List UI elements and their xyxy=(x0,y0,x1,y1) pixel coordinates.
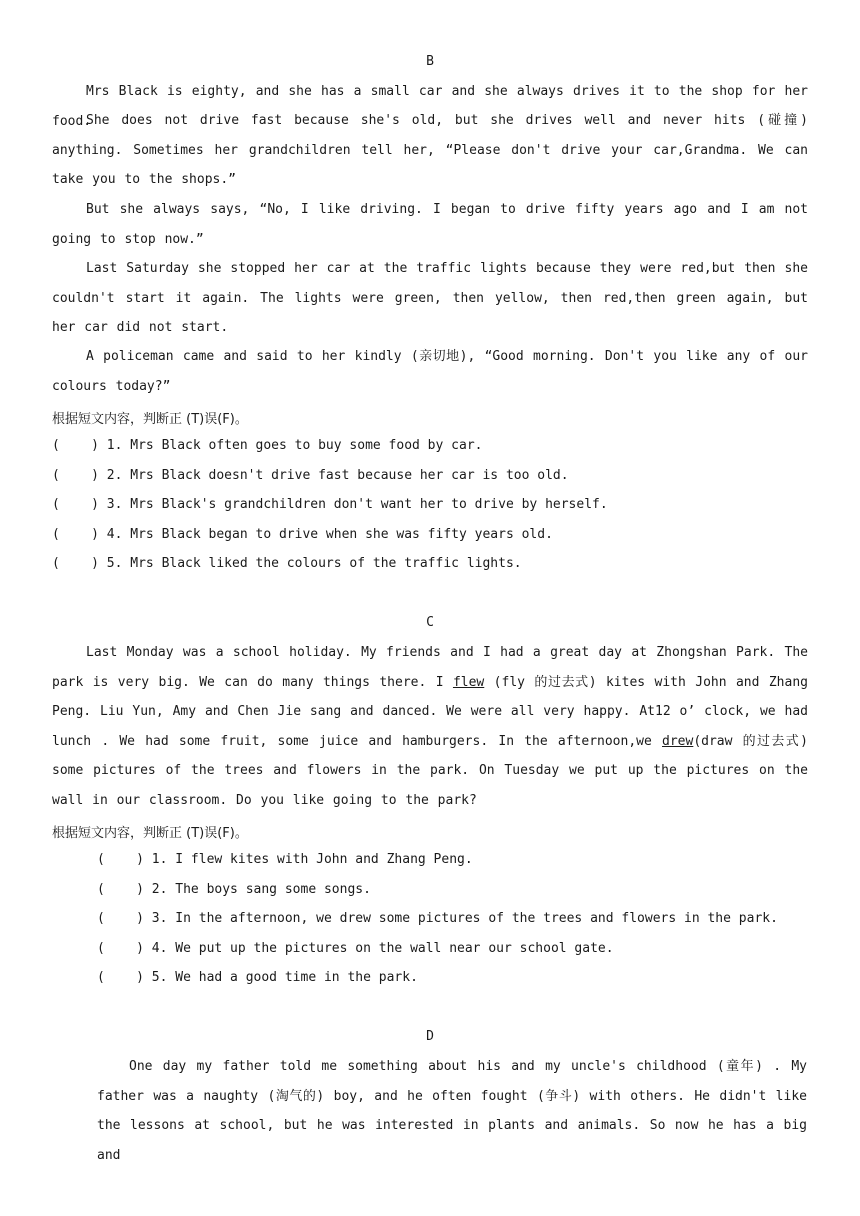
section-b-paragraph-5: A policeman came and said to her kindly (亲切地), “Good morning. Don't you like any of our colours today?” xyxy=(52,349,808,394)
question-item: ( ) 2. The boys sang some songs. xyxy=(97,881,371,897)
question-item: ( ) 4. Mrs Black began to drive when she was fifty years old. xyxy=(52,526,553,542)
question-item: ( ) 3. Mrs Black's grandchildren don't want her to drive by herself. xyxy=(52,497,608,512)
text-run: (draw 的过去式) some pictures of the trees and flowers in the park. On Tuesday we put up the pictures on the wall in our classroom. Do you like going to the park? xyxy=(52,733,808,808)
text-run: Last Monday was a school holiday. My friends and I had a great day at Zhongshan Park. The park is very big. We can do many things there. I xyxy=(52,645,808,690)
section-b-paragraph-1: Mrs Black is eighty, and she has a small car and she always drives it to the shop for her food. xyxy=(52,84,808,129)
section-c-instruction: 根据短文内容，判断正 (T)误(F)。 xyxy=(52,826,248,841)
underlined-word-flew: flew xyxy=(452,674,485,690)
question-item: ( ) 5. Mrs Black liked the colours of the traffic lights. xyxy=(52,556,522,571)
question-item: ( ) 1. Mrs Black often goes to buy some food by car. xyxy=(52,438,483,453)
section-c-heading: C xyxy=(426,615,434,630)
section-d-heading: D xyxy=(426,1029,434,1044)
underlined-word-drew: drew xyxy=(662,733,694,749)
question-item: ( ) 2. Mrs Black doesn't drive fast because her car is too old. xyxy=(52,467,569,483)
text-run: (fly 的过去式) kites with John and Zhang Peng. Liu Yun, Amy and Chen Jie sang and danced. We were all very happy. At12 o’ clock, we had lunch . We had some fruit, some juice and hamburgers. In the afternoon,we xyxy=(52,674,808,749)
section-b-instruction: 根据短文内容，判断正 (T)误(F)。 xyxy=(52,412,248,427)
section-b-question-list xyxy=(52,431,608,579)
question-item: ( ) 1. I flew kites with John and Zhang Peng. xyxy=(97,852,473,867)
section-b-paragraph-3: But she always says, “No, I like driving. I began to drive fifty years ago and I am not going to stop now.” xyxy=(52,202,808,247)
question-item: ( ) 3. In the afternoon, we drew some pictures of the trees and flowers in the park. xyxy=(97,911,778,926)
question-item: ( ) 4. We put up the pictures on the wall near our school gate. xyxy=(97,940,614,956)
section-c-paragraph xyxy=(52,638,808,815)
section-b-heading: B xyxy=(426,54,434,69)
question-item: ( ) 5. We had a good time in the park. xyxy=(97,970,418,985)
section-d-paragraph: One day my father told me something about his and my uncle's childhood (童年) . My father was a naughty (淘气的) boy, and he often fought (争斗) with others. He didn't like the lessons at school, but he was interested in plants and animals. So now he has a big and xyxy=(97,1059,807,1163)
section-b-paragraph-4: Last Saturday she stopped her car at the traffic lights because they were red,but then she couldn't start it again. The lights were green, then yellow, then red,then green again, but her car did not start. xyxy=(52,261,808,335)
section-b-paragraph-2: She does not drive fast because she's old, but she drives well and never hits (碰撞) anything. Sometimes her grandchildren tell her, “Please don't drive your car,Grandma. We can take you to the shops.” xyxy=(52,113,808,187)
section-c-question-list xyxy=(97,845,778,993)
